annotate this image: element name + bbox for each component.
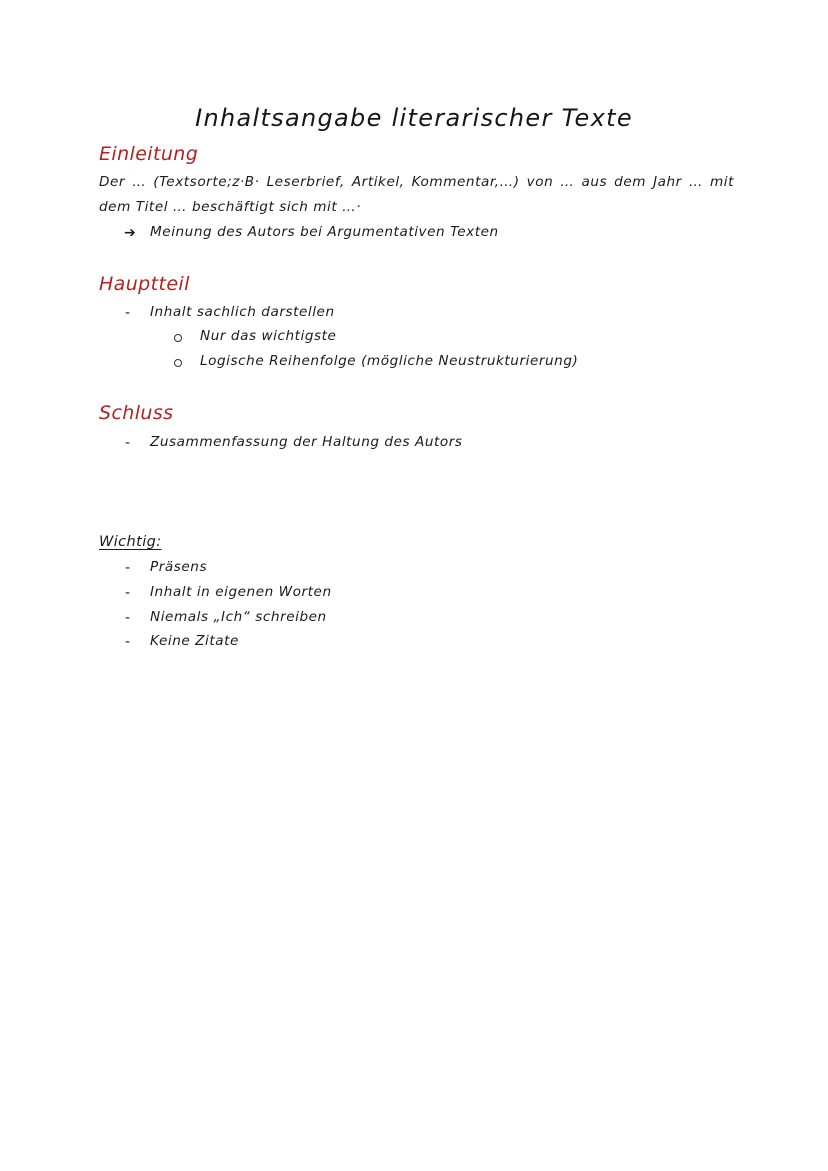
wichtig-item: Inhalt in eigenen Worten: [150, 584, 332, 600]
einleitung-arrow-item: Meinung des Autors bei Argumentativen Texten: [150, 224, 499, 240]
circle-bullet-icon: [174, 359, 182, 367]
einleitung-word: Der: [99, 174, 126, 190]
wichtig-item: Präsens: [150, 559, 208, 575]
einleitung-word: …: [560, 174, 575, 190]
arrow-icon: ➔: [124, 225, 136, 241]
einleitung-word: (Textsorte;z·B·: [153, 174, 260, 190]
hauptteil-subitem: Logische Reihenfolge (mögliche Neustrukturierung): [200, 353, 579, 369]
circle-bullet-icon: [174, 334, 182, 342]
einleitung-word: Artikel,: [351, 174, 405, 190]
dash-bullet: -: [125, 560, 131, 576]
schluss-item: Zusammenfassung der Haltung des Autors: [150, 434, 463, 450]
dash-bullet: -: [125, 585, 131, 601]
einleitung-word: Kommentar,…): [411, 174, 520, 190]
einleitung-word: …: [132, 174, 147, 190]
einleitung-word: …: [688, 174, 703, 190]
page-title: Inhaltsangabe literarischer Texte: [195, 104, 633, 132]
dash-bullet: -: [125, 610, 131, 626]
heading-einleitung: Einleitung: [99, 143, 199, 165]
hauptteil-item: Inhalt sachlich darstellen: [150, 304, 335, 320]
wichtig-item: Keine Zitate: [150, 633, 239, 649]
dash-bullet: -: [125, 305, 131, 321]
hauptteil-subitem: Nur das wichtigste: [200, 328, 337, 344]
einleitung-word: mit: [710, 174, 734, 190]
wichtig-item: Niemals „Ich“ schreiben: [150, 609, 327, 625]
dash-bullet: -: [125, 634, 131, 650]
einleitung-word: Jahr: [653, 174, 682, 190]
einleitung-paragraph-line-1: [99, 176, 734, 190]
heading-wichtig: Wichtig:: [99, 534, 162, 550]
einleitung-word: dem: [614, 174, 647, 190]
einleitung-word: Leserbrief,: [266, 174, 345, 190]
einleitung-paragraph-line-2: dem Titel … beschäftigt sich mit …·: [99, 199, 362, 215]
heading-schluss: Schluss: [99, 402, 174, 424]
einleitung-line-1-words: [99, 176, 734, 190]
heading-hauptteil: Hauptteil: [99, 273, 190, 295]
dash-bullet: -: [125, 435, 131, 451]
einleitung-word: aus: [581, 174, 608, 190]
einleitung-word: von: [526, 174, 554, 190]
